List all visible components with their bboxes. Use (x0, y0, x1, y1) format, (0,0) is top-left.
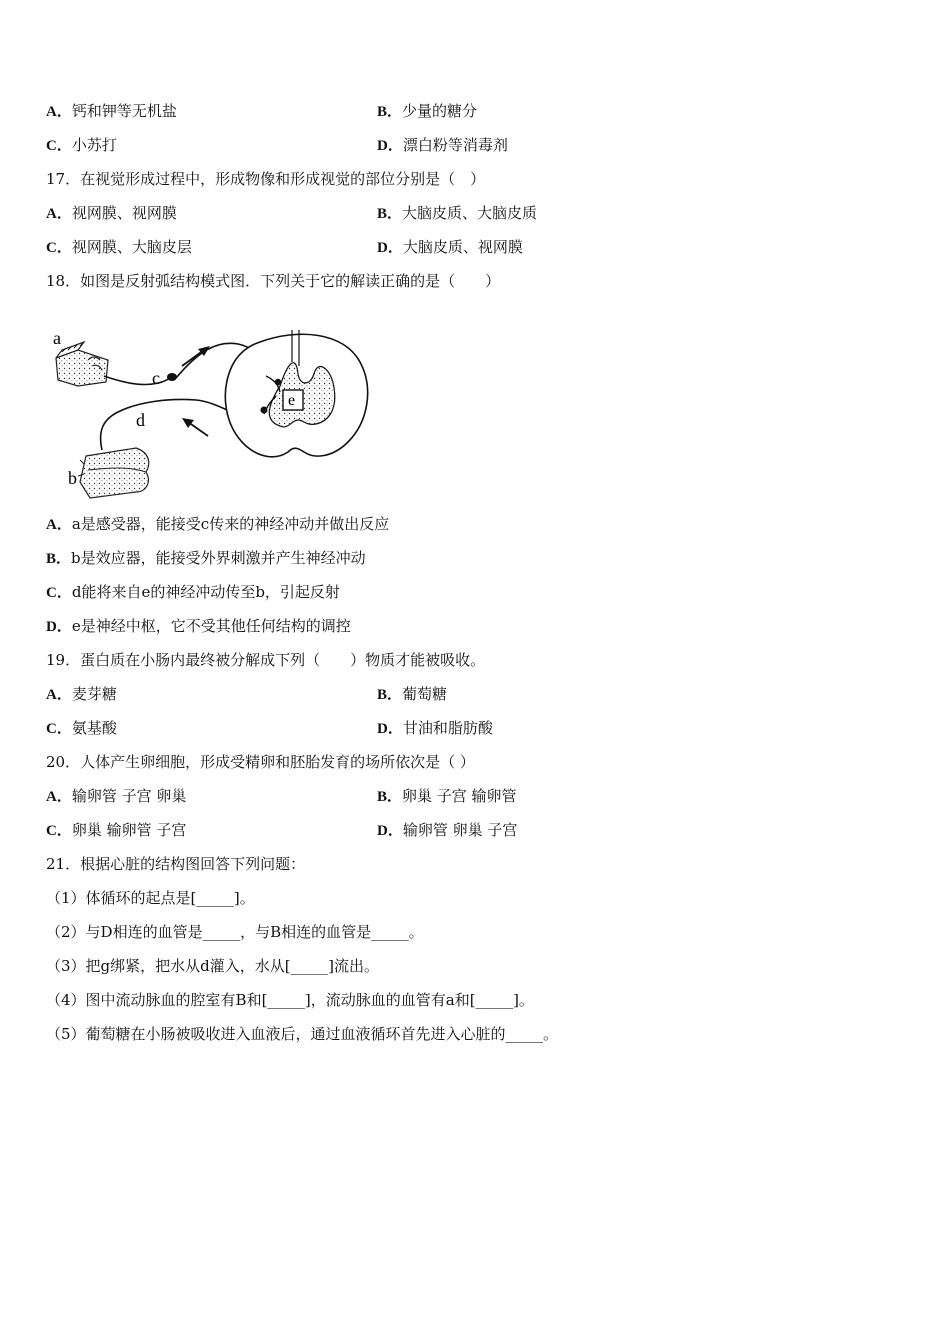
afferent-nerve-fiber (104, 376, 170, 385)
option-text: d能将来自e的神经冲动传至b，引起反射 (71, 583, 340, 601)
q19-stem: 19．蛋白质在小肠内最终被分解成下列（ ）物质才能被吸收。 (46, 651, 486, 669)
q21-sub-3[interactable]: （3）把g绑紧，把水从d灌入，水从[_____]流出。 (46, 957, 379, 975)
q20-option-c[interactable] (46, 820, 186, 841)
option-label: B． (46, 551, 72, 567)
option-text: 少量的糖分 (402, 102, 478, 120)
option-label: C． (46, 138, 72, 154)
option-label: D． (377, 240, 403, 256)
label-c: c (152, 368, 160, 388)
label-a: a (53, 328, 61, 348)
q17-option-c[interactable] (46, 237, 192, 258)
efferent-arrow-icon (182, 418, 208, 436)
option-label: D． (377, 823, 403, 839)
option-label: D． (377, 138, 403, 154)
q16-option-a[interactable] (46, 101, 177, 122)
option-label: C． (46, 823, 72, 839)
receptor-skin-icon (56, 342, 108, 386)
q20-stem: 20．人体产生卵细胞，形成受精卵和胚胎发育的场所依次是（ ） (46, 753, 475, 771)
option-text: e是神经中枢，它不受其他任何结构的调控 (71, 617, 351, 635)
option-label: D． (377, 721, 403, 737)
option-label: B． (377, 206, 403, 222)
option-text: 甘油和脂肪酸 (402, 719, 493, 737)
q20-option-d[interactable] (377, 820, 517, 841)
q20-option-b[interactable] (377, 786, 517, 807)
q20-option-a[interactable] (46, 786, 186, 807)
q21-stem: 21．根据心脏的结构图回答下列问题： (46, 855, 306, 873)
option-label: A． (46, 206, 72, 222)
option-text: 氨基酸 (71, 719, 117, 737)
option-text: 大脑皮质、视网膜 (402, 238, 523, 256)
q19-option-a[interactable] (46, 684, 117, 705)
q21-sub-4[interactable]: （4）图中流动脉血的腔室有B和[_____]，流动脉血的血管有a和[_____]。 (46, 991, 534, 1009)
q18-option-d[interactable] (46, 616, 351, 637)
effector-muscle-icon (78, 448, 149, 498)
reflex-arc-diagram (48, 322, 378, 504)
ganglion-c-node (167, 373, 177, 381)
option-text: 视网膜、大脑皮层 (71, 238, 192, 256)
option-text: 葡萄糖 (402, 685, 448, 703)
q16-option-c[interactable] (46, 135, 117, 156)
q19-option-c[interactable] (46, 718, 117, 739)
q16-option-d[interactable] (377, 135, 508, 156)
option-label: B． (377, 687, 403, 703)
q19-option-d[interactable] (377, 718, 493, 739)
option-label: D． (46, 619, 72, 635)
option-text: 视网膜、视网膜 (71, 204, 177, 222)
option-text: 卵巢 输卵管 子宫 (71, 821, 187, 839)
label-b: b (68, 468, 77, 488)
option-label: A． (46, 517, 72, 533)
option-label: C． (46, 585, 72, 601)
option-text: 输卵管 子宫 卵巢 (71, 787, 187, 805)
option-label: A． (46, 687, 72, 703)
option-label: C． (46, 721, 72, 737)
q18-option-c[interactable] (46, 582, 340, 603)
spinal-cord-cross-section (225, 330, 367, 457)
q17-option-b[interactable] (377, 203, 537, 224)
afferent-arrow-icon (182, 346, 210, 366)
option-text: a是感受器，能接受c传来的神经冲动并做出反应 (71, 515, 390, 533)
q21-sub-1[interactable]: （1）体循环的起点是[_____]。 (46, 889, 255, 907)
q17-option-a[interactable] (46, 203, 177, 224)
option-label: C． (46, 240, 72, 256)
option-text: 小苏打 (71, 136, 117, 154)
option-label: B． (377, 104, 403, 120)
option-text: 漂白粉等消毒剂 (402, 136, 508, 154)
option-label: B． (377, 789, 403, 805)
option-text: 大脑皮质、大脑皮质 (402, 204, 538, 222)
q17-stem: 17．在视觉形成过程中，形成物像和形成视觉的部位分别是（ ） (46, 170, 486, 188)
option-text: 麦芽糖 (71, 685, 117, 703)
q17-option-d[interactable] (377, 237, 523, 258)
option-text: 输卵管 卵巢 子宫 (402, 821, 518, 839)
option-text: b是效应器，能接受外界刺激并产生神经冲动 (71, 549, 366, 567)
option-text: 卵巢 子宫 输卵管 (402, 787, 517, 805)
q18-option-a[interactable] (46, 514, 389, 535)
q18-stem: 18．如图是反射弧结构模式图．下列关于它的解读正确的是（ ） (46, 272, 501, 290)
q16-option-b[interactable] (377, 101, 477, 122)
option-text: 钙和钾等无机盐 (71, 102, 177, 120)
option-label: A． (46, 104, 72, 120)
q18-option-b[interactable] (46, 548, 366, 569)
q19-option-b[interactable] (377, 684, 447, 705)
label-d: d (136, 410, 145, 430)
q21-sub-5[interactable]: （5）葡萄糖在小肠被吸收进入血液后，通过血液循环首先进入心脏的_____。 (46, 1025, 559, 1043)
q21-sub-2[interactable]: （2）与D相连的血管是_____，与B相连的血管是_____。 (46, 923, 424, 941)
label-e: e (288, 392, 296, 409)
option-label: A． (46, 789, 72, 805)
